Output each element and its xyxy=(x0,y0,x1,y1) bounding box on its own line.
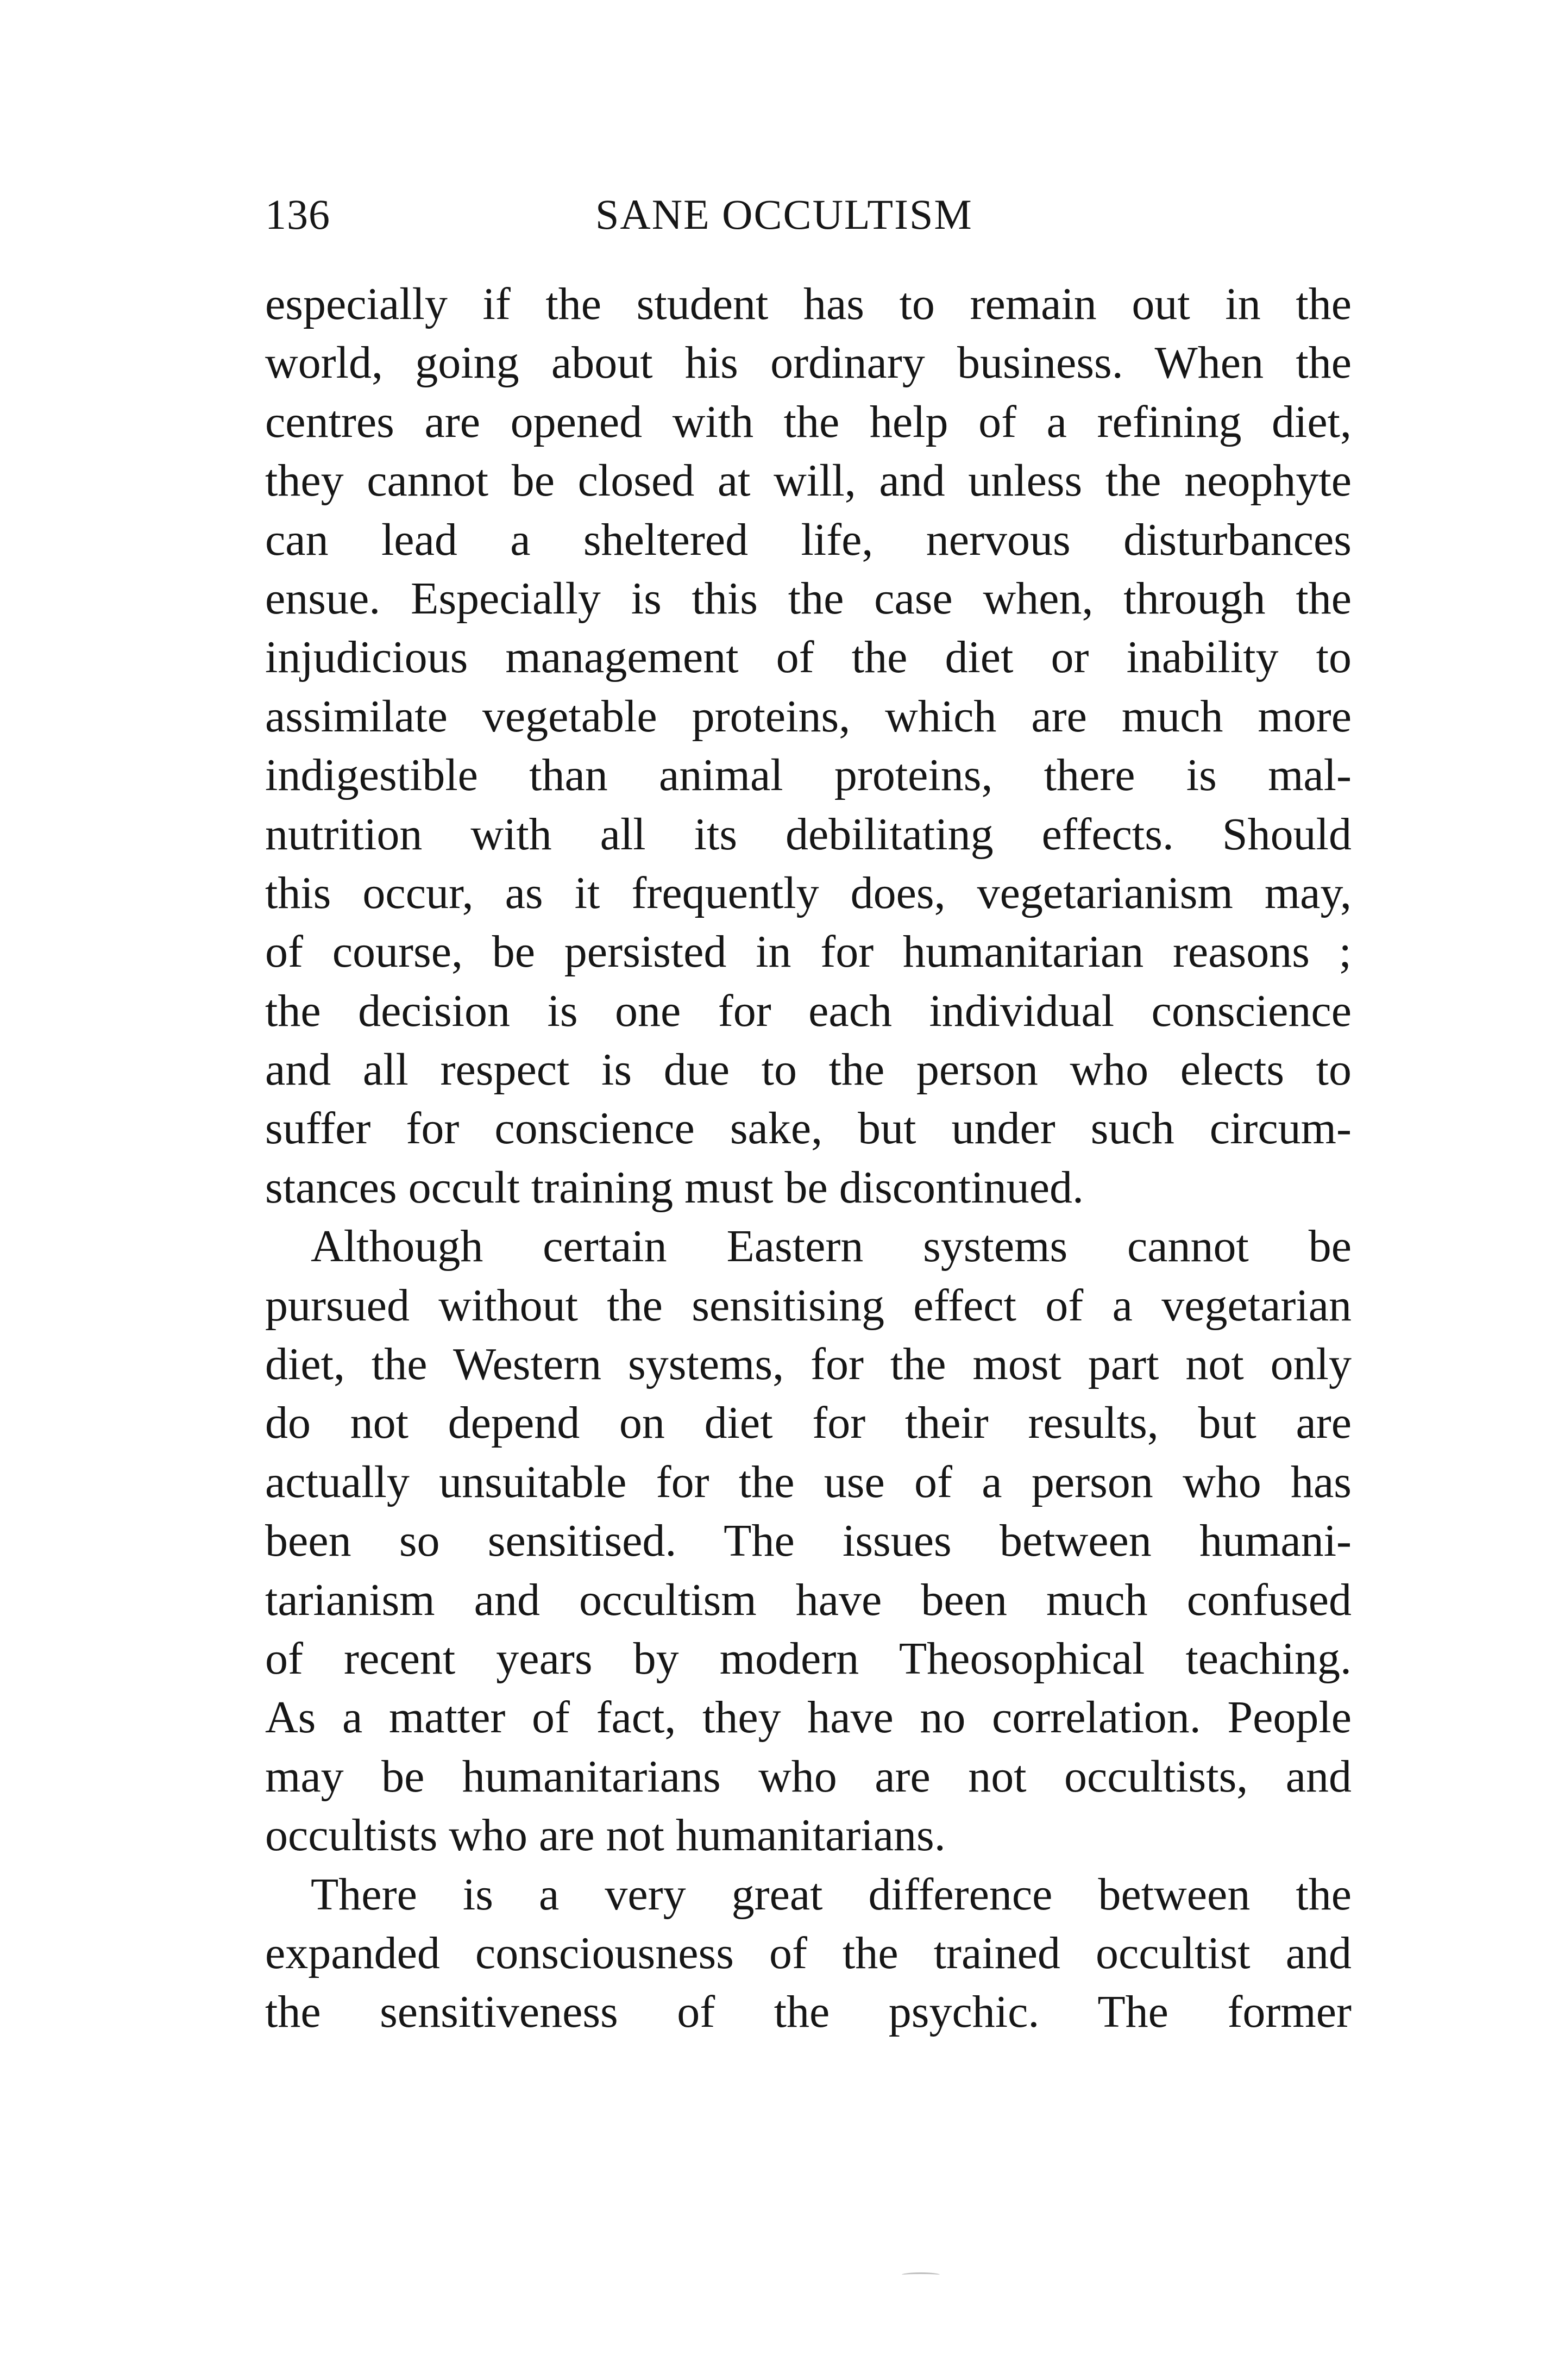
text-line: actually unsuitable for the use of a person who has xyxy=(265,1456,1352,1507)
text-line: expanded consciousness of the trained occultist and xyxy=(265,1927,1352,1978)
print-mark xyxy=(902,2272,940,2277)
running-head xyxy=(265,185,1352,245)
text-line: occultists who are not humanitarians. xyxy=(265,1810,946,1861)
text-line: suffer for conscience sake, but under such circum- xyxy=(265,1103,1352,1154)
text-line: of recent years by modern Theosophical teaching. xyxy=(265,1633,1352,1684)
text-line: ensue. Especially is this the case when, through the xyxy=(265,573,1352,624)
text-line: tarianism and occultism have been much confused xyxy=(265,1574,1352,1625)
text-line: especially if the student has to remain out in the xyxy=(265,279,1352,329)
text-line: nutrition with all its debilitating effects. Should xyxy=(265,809,1352,860)
page-number: 136 xyxy=(265,191,330,238)
running-title: SANE OCCULTISM xyxy=(595,191,973,238)
body-text xyxy=(265,275,1352,2042)
text-line: Although certain Eastern systems cannot be xyxy=(311,1221,1352,1272)
text-line: stances occult training must be discontinued. xyxy=(265,1162,1084,1213)
paragraph-3 xyxy=(265,1865,1352,2042)
text-line: There is a very great difference between the xyxy=(311,1869,1352,1920)
text-line: this occur, as it frequently does, vegetarianism may, xyxy=(265,867,1352,918)
text-line: pursued without the sensitising effect of a vegetarian xyxy=(265,1280,1352,1331)
text-line: may be humanitarians who are not occultists, and xyxy=(265,1751,1352,1802)
paragraph-1 xyxy=(265,275,1352,1217)
text-line: injudicious management of the diet or inability to xyxy=(265,632,1352,683)
paragraph-2 xyxy=(265,1217,1352,1865)
text-line: the decision is one for each individual conscience xyxy=(265,985,1352,1036)
text-line: and all respect is due to the person who elects to xyxy=(265,1044,1352,1095)
text-line: centres are opened with the help of a refining diet, xyxy=(265,396,1352,447)
text-line: do not depend on diet for their results, but are xyxy=(265,1398,1352,1449)
text-line: assimilate vegetable proteins, which are much more xyxy=(265,691,1352,742)
text-line: been so sensitised. The issues between humani- xyxy=(265,1515,1352,1567)
text-line: diet, the Western systems, for the most part not only xyxy=(265,1339,1352,1390)
text-line: the sensitiveness of the psychic. The former xyxy=(265,1987,1352,2038)
text-line: indigestible than animal proteins, there is mal- xyxy=(265,750,1352,801)
text-line: As a matter of fact, they have no correlation. People xyxy=(265,1692,1352,1743)
text-line: they cannot be closed at will, and unless the neophyte xyxy=(265,455,1352,506)
text-line: can lead a sheltered life, nervous disturbances xyxy=(265,514,1352,565)
text-line: world, going about his ordinary business. When the xyxy=(265,337,1352,389)
text-line: of course, be persisted in for humanitarian reasons ; xyxy=(265,926,1352,978)
